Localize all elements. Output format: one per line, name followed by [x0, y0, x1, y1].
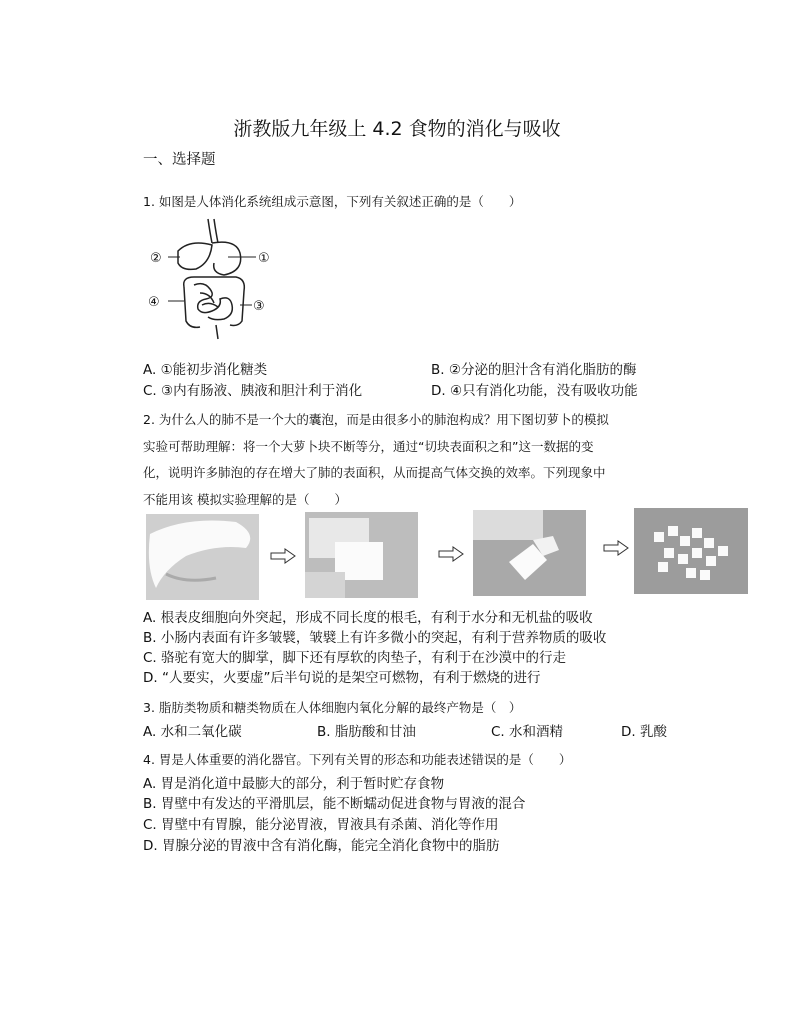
q4-option-b[interactable]: B. 胃壁中有发达的平滑肌层，能不断蠕动促进食物与胃液的混合 [143, 796, 526, 812]
q2-stem-line-4: 不能用该 模拟实验理解的是（ ） [143, 492, 347, 507]
diagram-label-2: ② [150, 251, 162, 266]
radish-photo-1 [146, 514, 259, 600]
q3-option-c[interactable]: C. 水和酒精 [491, 724, 564, 740]
q4-stem: 4. 胃是人体重要的消化器官。下列有关胃的形态和功能表述错误的是（ ） [143, 752, 572, 767]
q1-option-d[interactable]: D. ④只有消化功能，没有吸收功能 [431, 383, 638, 399]
arrow-right-icon-2 [438, 546, 464, 562]
q1-stem: 1. 如图是人体消化系统组成示意图，下列有关叙述正确的是（ ） [143, 194, 522, 209]
q4-option-d[interactable]: D. 胃腺分泌的胃液中含有消化酶，能完全消化食物中的脂肪 [143, 838, 500, 854]
q4-option-a[interactable]: A. 胃是消化道中最膨大的部分，利于暂时贮存食物 [143, 776, 445, 792]
diagram-label-1: ① [258, 251, 270, 266]
q1-option-b[interactable]: B. ②分泌的胆汁含有消化脂肪的酶 [431, 362, 637, 378]
arrow-right-icon-1 [270, 548, 296, 564]
diagram-label-4: ④ [148, 295, 160, 310]
q2-option-d[interactable]: D. “人要实，火要虚”后半句说的是架空可燃物，有利于燃烧的进行 [143, 670, 541, 686]
radish-photo-3 [473, 510, 586, 596]
q2-stem-line-2: 实验可帮助理解：将一个大萝卜块不断等分，通过“切块表面积之和”这一数据的变 [143, 439, 594, 454]
arrow-right-icon-3 [603, 540, 629, 556]
digestive-system-diagram [140, 215, 280, 345]
q2-stem-line-3: 化，说明许多肺泡的存在增大了肺的表面积，从而提高气体交换的效率。下列现象中 [143, 465, 606, 480]
q3-stem: 3. 脂肪类物质和糖类物质在人体细胞内氧化分解的最终产物是（ ） [143, 700, 522, 715]
q1-option-a[interactable]: A. ①能初步消化糖类 [143, 362, 268, 378]
q1-option-c[interactable]: C. ③内有肠液、胰液和胆汁利于消化 [143, 383, 363, 399]
diagram-label-3: ③ [253, 299, 265, 314]
radish-photo-2 [305, 512, 418, 598]
page-title: 浙教版九年级上 4.2 食物的消化与吸收 [233, 118, 561, 140]
q2-stem-line-1: 2. 为什么人的肺不是一个大的囊泡，而是由很多小的肺泡构成？用下图切萝卜的模拟 [143, 412, 609, 427]
q3-option-b[interactable]: B. 脂肪酸和甘油 [317, 724, 416, 740]
q2-option-a[interactable]: A. 根表皮细胞向外突起，形成不同长度的根毛，有利于水分和无机盐的吸收 [143, 610, 593, 626]
q3-option-a[interactable]: A. 水和二氧化碳 [143, 724, 242, 740]
q4-option-c[interactable]: C. 胃壁中有胃腺，能分泌胃液，胃液具有杀菌、消化等作用 [143, 817, 499, 833]
q3-option-d[interactable]: D. 乳酸 [621, 724, 667, 740]
radish-photo-4 [634, 508, 748, 594]
q2-option-c[interactable]: C. 骆驼有宽大的脚掌，脚下还有厚软的肉垫子，有利于在沙漠中的行走 [143, 650, 567, 666]
section-heading: 一、选择题 [143, 152, 216, 168]
q2-option-b[interactable]: B. 小肠内表面有许多皱襞，皱襞上有许多微小的突起，有利于营养物质的吸收 [143, 630, 607, 646]
